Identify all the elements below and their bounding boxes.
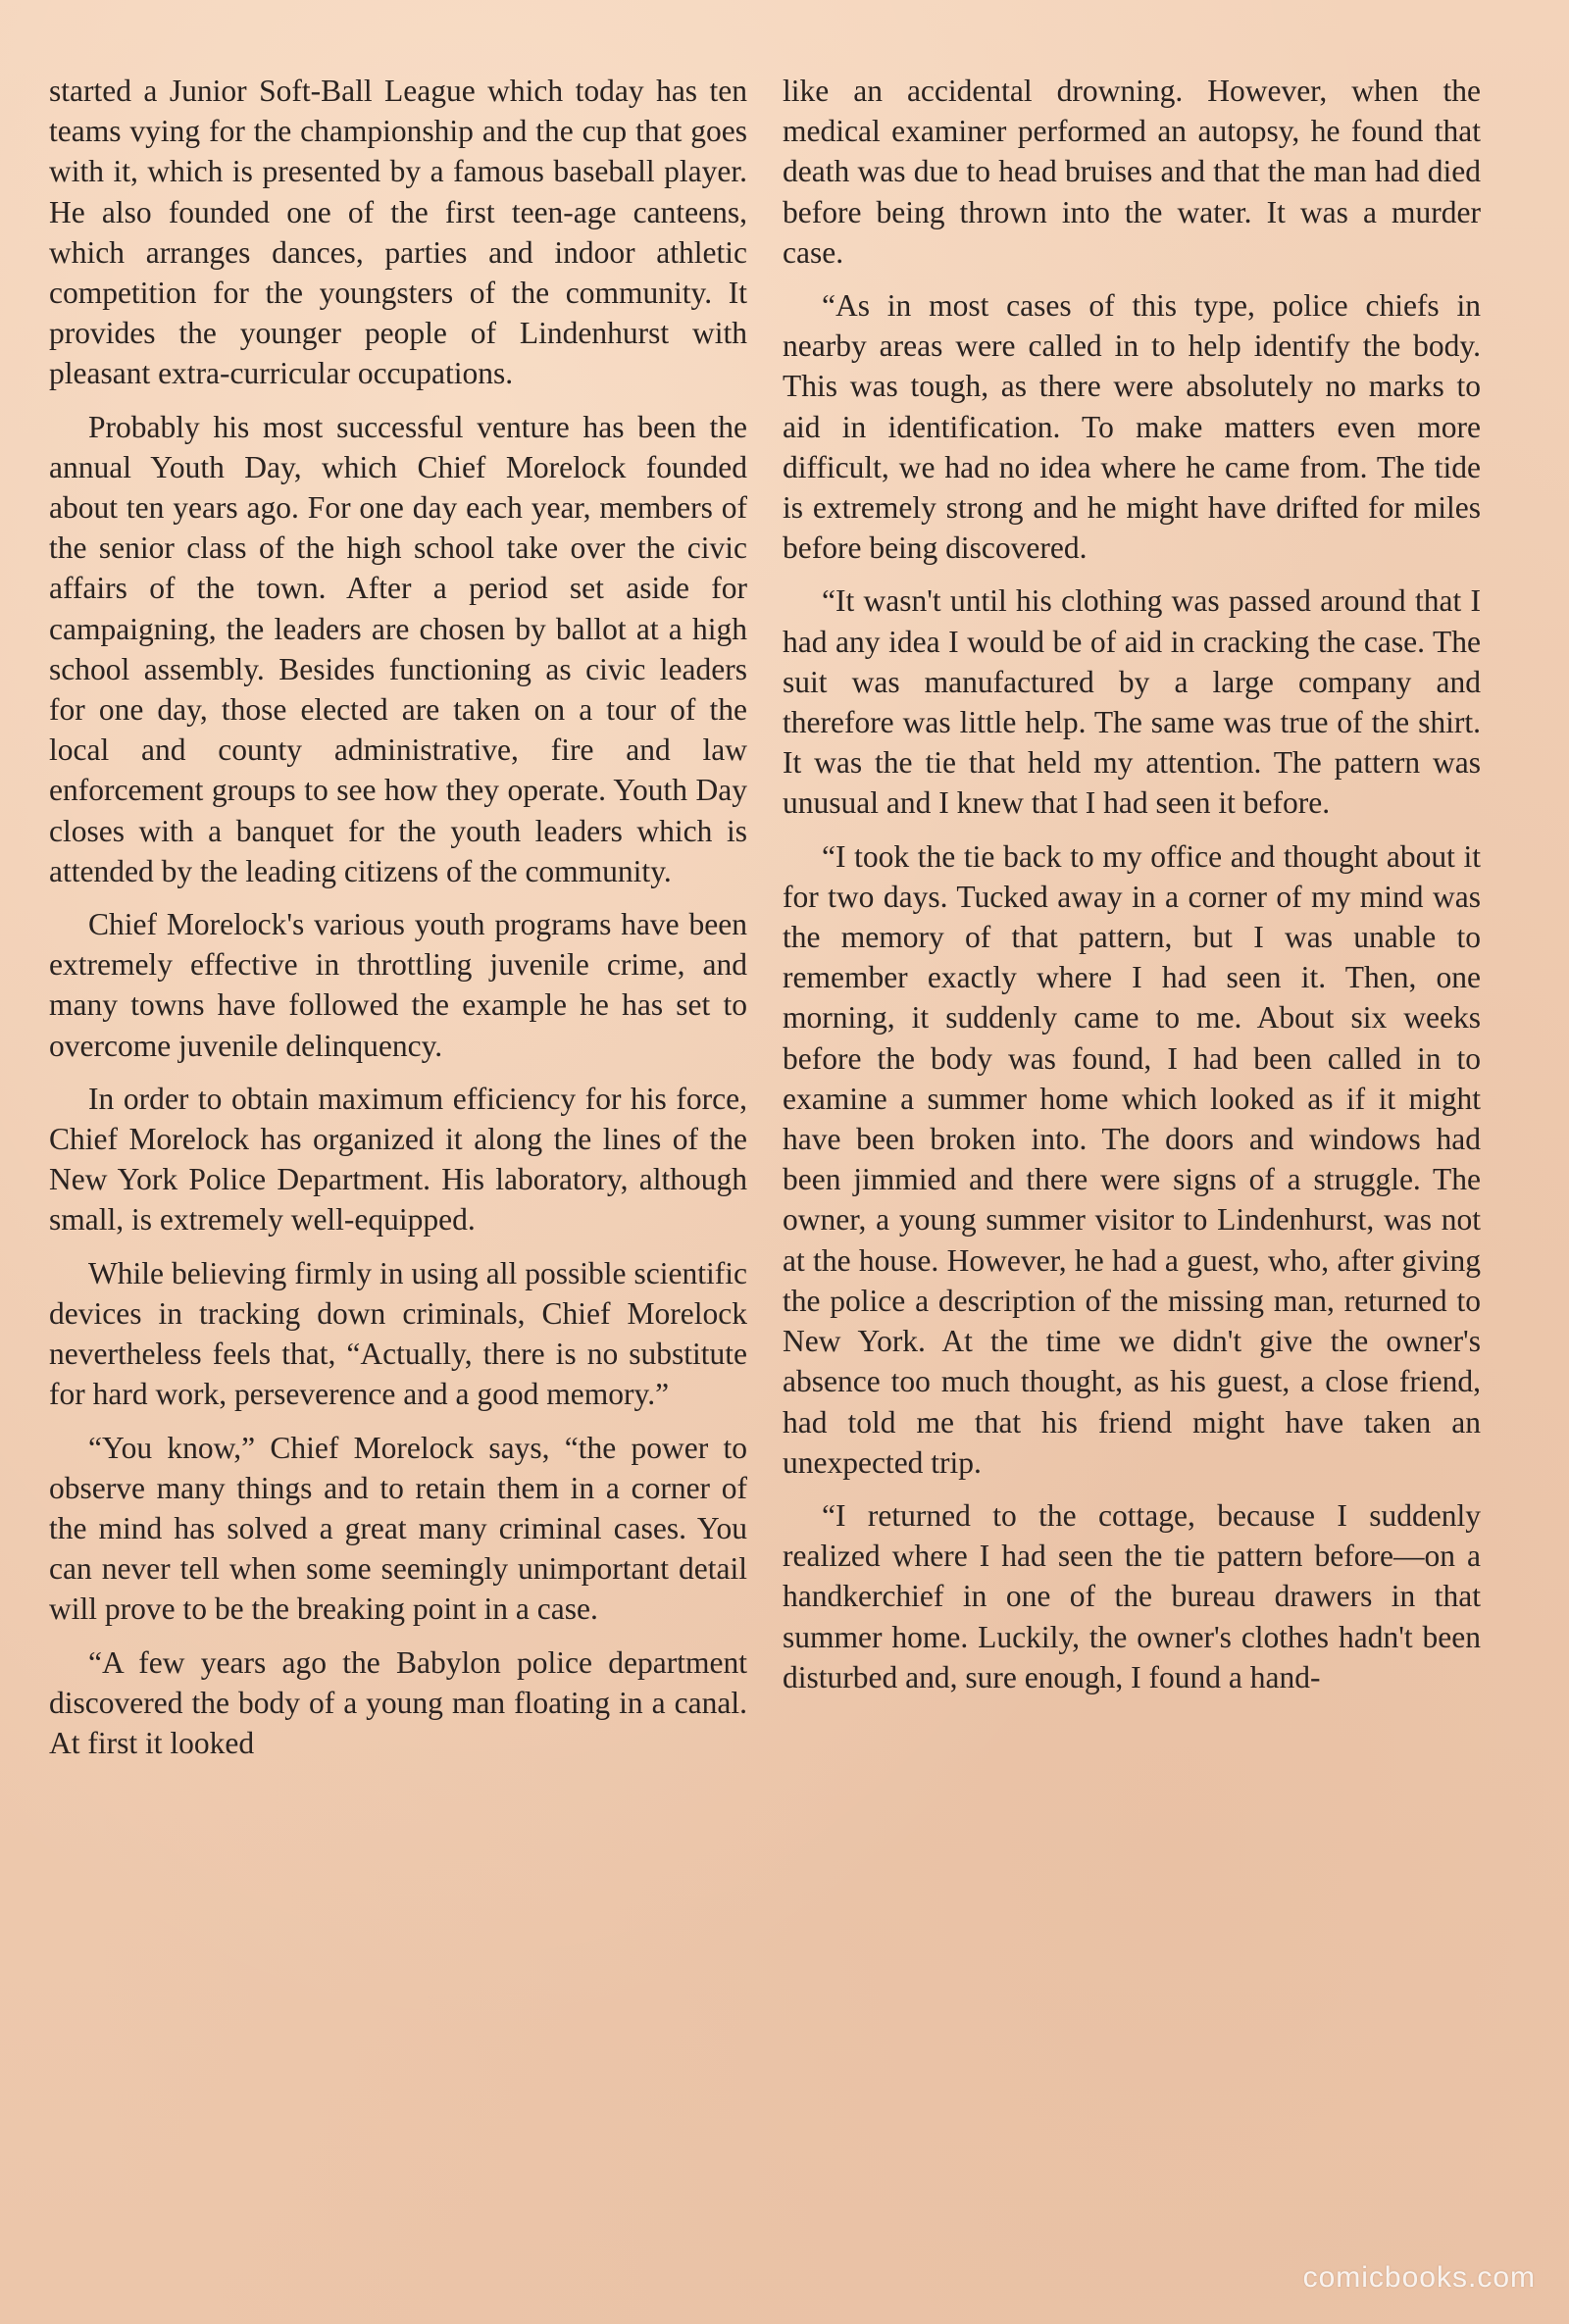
paragraph: “I returned to the cottage, because I suddenly realized where I had seen the tie pattern before—on a handkerchief in one of the bureau drawers in that summer home. Luckily, the owner's clothes hadn't been disturbed and, sure enough, I found a hand- <box>783 1497 1481 1694</box>
left-column <box>49 71 747 1776</box>
paragraph: “As in most cases of this type, police chiefs in nearby areas were called in to help identify the body. This was tough, as there were absolutely no marks to aid in identification. To make matters even more difficult, we had no idea where he came from. The tide is extremely strong and he might have drifted for miles before being discovered. <box>783 288 1481 566</box>
paragraph: In order to obtain maximum efficiency for his force, Chief Morelock has organized it along the lines of the New York Police Department. His laboratory, although small, is extremely well-equipped. <box>49 1081 747 1238</box>
paragraph: Chief Morelock's various youth programs have been extremely effective in throttling juvenile crime, and many towns have followed the example he has set to overcome juvenile delinquency. <box>49 907 747 1063</box>
right-column <box>783 71 1481 1710</box>
paragraph: started a Junior Soft-Ball League which today has ten teams vying for the championship and the cup that goes with it, which is presented by a famous baseball player. He also founded one of the first teen-age canteens, which arranges dances, parties and indoor athletic competition for the youngsters of the community. It provides the younger people of Lindenhurst with pleasant extra-curricular occupations. <box>49 74 747 391</box>
paragraph: While believing firmly in using all possible scientific devices in tracking down criminals, Chief Morelock nevertheless feels that, “Actually, there is no substitute for hard work, perseverence and a good memory.” <box>49 1255 747 1412</box>
paragraph: “You know,” Chief Morelock says, “the power to observe many things and to retain them in a corner of the mind has solved a great many criminal cases. You can never tell when some seemingly unimportant detail will prove to be the breaking point in a case. <box>49 1430 747 1627</box>
paragraph: like an accidental drowning. However, when the medical examiner performed an autopsy, he found that death was due to head bruises and that the man had died before being thrown into the water. It was a murder case. <box>783 74 1481 270</box>
watermark-text: comicbooks.com <box>1302 2261 1536 2294</box>
paragraph: “I took the tie back to my office and thought about it for two days. Tucked away in a corner of my mind was the memory of that pattern, but I was unable to remember exactly where I had seen it. Then, one morning, it suddenly came to me. About six weeks before the body was found, I had been called in to examine a summer home which looked as if it might have been broken into. The doors and windows had been jimmied and there were signs of a struggle. The owner, a young summer visitor to Lindenhurst, was not at the house. However, he had a guest, who, after giving the police a description of the missing man, returned to New York. At the time we didn't give the owner's absence too much thought, as his guest, a close friend, had told me that his friend might have taken an unexpected trip. <box>783 838 1481 1480</box>
paragraph: Probably his most successful venture has been the annual Youth Day, which Chief Morelock founded about ten years ago. For one day each year, members of the senior class of the high school take over the civic affairs of the town. After a period set aside for campaigning, the leaders are chosen by ballot at a high school assembly. Besides functioning as civic leaders for one day, those elected are taken on a tour of the local and county administrative, fire and law enforcement groups to see how they operate. Youth Day closes with a banquet for the youth leaders which is attended by the leading citizens of the community. <box>49 409 747 888</box>
paragraph: “It wasn't until his clothing was passed around that I had any idea I would be of aid in cracking the case. The suit was manufactured by a large company and therefore was little help. The same was true of the shirt. It was the tie that held my attention. The pattern was unusual and I knew that I had seen it before. <box>783 583 1481 821</box>
paragraph: “A few years ago the Babylon police department discovered the body of a young man floating in a canal. At first it looked <box>49 1644 747 1760</box>
